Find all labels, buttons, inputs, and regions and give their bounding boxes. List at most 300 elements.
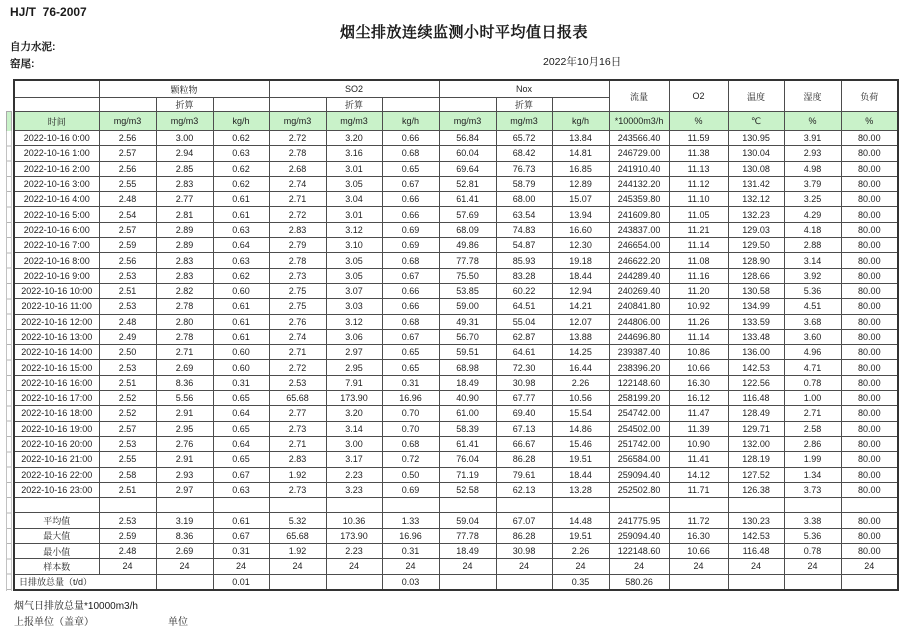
value-cell: 65.68 <box>269 391 326 406</box>
daily-total-value-cell <box>784 574 841 590</box>
summary-value-cell: 3.38 <box>784 513 841 528</box>
header-blank <box>382 98 439 112</box>
unit-pm-kg: kg/h <box>213 112 269 131</box>
value-cell: 2.72 <box>269 360 326 375</box>
value-cell: 3.12 <box>326 314 382 329</box>
value-cell: 133.48 <box>728 329 784 344</box>
value-cell: 2.53 <box>99 360 156 375</box>
value-cell: 2.52 <box>99 391 156 406</box>
value-cell: 80.00 <box>841 345 898 360</box>
daily-total-value-cell <box>841 574 898 590</box>
value-cell: 2.23 <box>326 467 382 482</box>
summary-value-cell: 173.90 <box>326 528 382 543</box>
value-cell: 80.00 <box>841 421 898 436</box>
table-row <box>14 299 898 314</box>
daily-total-value-cell <box>269 574 326 590</box>
value-cell: 80.00 <box>841 207 898 222</box>
empty-cell <box>269 498 326 513</box>
summary-value-cell: 16.96 <box>382 528 439 543</box>
value-cell: 80.00 <box>841 238 898 253</box>
table-row <box>14 131 898 146</box>
value-cell: 4.18 <box>784 222 841 237</box>
value-cell: 80.00 <box>841 146 898 161</box>
value-cell: 2.53 <box>269 375 326 390</box>
unit-pm-mg-converted: mg/m3 <box>156 112 213 131</box>
value-cell: 2.93 <box>156 467 213 482</box>
value-cell: 0.66 <box>382 299 439 314</box>
value-cell: 18.49 <box>439 375 496 390</box>
value-cell: 10.56 <box>552 391 609 406</box>
header-blank <box>14 98 99 112</box>
summary-value-cell: 122148.60 <box>609 544 669 559</box>
value-cell: 13.28 <box>552 482 609 497</box>
empty-cell <box>496 498 552 513</box>
value-cell: 3.20 <box>326 406 382 421</box>
value-cell: 59.51 <box>439 345 496 360</box>
summary-value-cell: 16.30 <box>669 528 728 543</box>
time-cell: 2022-10-16 17:00 <box>14 391 99 406</box>
value-cell: 239387.40 <box>609 345 669 360</box>
summary-value-cell: 24 <box>156 559 213 574</box>
header-time: 时间 <box>14 112 99 131</box>
header-o2: O2 <box>669 80 728 112</box>
value-cell: 68.09 <box>439 222 496 237</box>
summary-value-cell: 2.53 <box>99 513 156 528</box>
value-cell: 3.05 <box>326 268 382 283</box>
value-cell: 65.72 <box>496 131 552 146</box>
value-cell: 64.61 <box>496 345 552 360</box>
value-cell: 246729.00 <box>609 146 669 161</box>
summary-value-cell: 59.04 <box>439 513 496 528</box>
table-row <box>14 253 898 268</box>
value-cell: 3.00 <box>326 436 382 451</box>
value-cell: 2.56 <box>99 253 156 268</box>
value-cell: 5.36 <box>784 283 841 298</box>
value-cell: 11.41 <box>669 452 728 467</box>
time-cell: 2022-10-16 18:00 <box>14 406 99 421</box>
table-row <box>14 283 898 298</box>
value-cell: 2.74 <box>269 329 326 344</box>
value-cell: 80.00 <box>841 299 898 314</box>
value-cell: 0.70 <box>382 421 439 436</box>
value-cell: 126.38 <box>728 482 784 497</box>
value-cell: 122148.60 <box>609 375 669 390</box>
value-cell: 3.03 <box>326 299 382 314</box>
daily-total-value-cell <box>439 574 496 590</box>
daily-total-value-cell <box>496 574 552 590</box>
time-cell: 2022-10-16 0:00 <box>14 131 99 146</box>
table-row <box>14 467 898 482</box>
value-cell: 0.65 <box>213 452 269 467</box>
value-cell: 16.44 <box>552 360 609 375</box>
value-cell: 16.96 <box>382 391 439 406</box>
value-cell: 3.05 <box>326 176 382 191</box>
value-cell: 80.00 <box>841 314 898 329</box>
value-cell: 2.83 <box>269 452 326 467</box>
summary-value-cell: 5.32 <box>269 513 326 528</box>
table-row <box>14 375 898 390</box>
empty-cell <box>552 498 609 513</box>
value-cell: 2.77 <box>269 406 326 421</box>
value-cell: 240269.40 <box>609 283 669 298</box>
value-cell: 77.78 <box>439 253 496 268</box>
value-cell: 11.05 <box>669 207 728 222</box>
daily-total-value-cell <box>326 574 382 590</box>
value-cell: 7.91 <box>326 375 382 390</box>
empty-cell <box>99 498 156 513</box>
value-cell: 0.67 <box>213 467 269 482</box>
daily-total-value-cell <box>156 574 213 590</box>
header-blank <box>99 98 156 112</box>
summary-value-cell: 80.00 <box>841 513 898 528</box>
value-cell: 2.48 <box>99 192 156 207</box>
value-cell: 62.87 <box>496 329 552 344</box>
value-cell: 0.68 <box>382 436 439 451</box>
value-cell: 2.54 <box>99 207 156 222</box>
value-cell: 130.04 <box>728 146 784 161</box>
value-cell: 15.07 <box>552 192 609 207</box>
value-cell: 2.79 <box>269 238 326 253</box>
value-cell: 0.61 <box>213 299 269 314</box>
summary-value-cell: 2.59 <box>99 528 156 543</box>
value-cell: 243837.00 <box>609 222 669 237</box>
value-cell: 2.57 <box>99 222 156 237</box>
table-row <box>14 161 898 176</box>
summary-value-cell: 0.31 <box>382 544 439 559</box>
summary-value-cell: 241775.95 <box>609 513 669 528</box>
summary-value-cell: 30.98 <box>496 544 552 559</box>
value-cell: 128.19 <box>728 452 784 467</box>
value-cell: 0.60 <box>213 283 269 298</box>
value-cell: 80.00 <box>841 283 898 298</box>
value-cell: 0.68 <box>382 146 439 161</box>
value-cell: 2.94 <box>156 146 213 161</box>
value-cell: 10.92 <box>669 299 728 314</box>
time-cell: 2022-10-16 20:00 <box>14 436 99 451</box>
monitoring-table <box>13 79 899 591</box>
value-cell: 129.03 <box>728 222 784 237</box>
value-cell: 3.10 <box>326 238 382 253</box>
empty-cell <box>728 498 784 513</box>
time-cell: 2022-10-16 4:00 <box>14 192 99 207</box>
value-cell: 55.04 <box>496 314 552 329</box>
unit-pm-mg: mg/m3 <box>99 112 156 131</box>
value-cell: 4.51 <box>784 299 841 314</box>
value-cell: 2.71 <box>269 192 326 207</box>
value-cell: 0.64 <box>213 238 269 253</box>
unit-nox-mg: mg/m3 <box>439 112 496 131</box>
summary-value-cell: 24 <box>669 559 728 574</box>
value-cell: 2.73 <box>269 482 326 497</box>
value-cell: 15.46 <box>552 436 609 451</box>
value-cell: 14.86 <box>552 421 609 436</box>
time-cell: 2022-10-16 9:00 <box>14 268 99 283</box>
value-cell: 2.53 <box>99 299 156 314</box>
value-cell: 2.72 <box>269 131 326 146</box>
value-cell: 2.68 <box>269 161 326 176</box>
header-blank <box>213 98 269 112</box>
value-cell: 11.20 <box>669 283 728 298</box>
value-cell: 80.00 <box>841 406 898 421</box>
value-cell: 0.62 <box>213 268 269 283</box>
value-cell: 132.23 <box>728 207 784 222</box>
value-cell: 11.47 <box>669 406 728 421</box>
value-cell: 2.83 <box>269 222 326 237</box>
value-cell: 61.41 <box>439 192 496 207</box>
summary-value-cell: 65.68 <box>269 528 326 543</box>
time-cell: 2022-10-16 15:00 <box>14 360 99 375</box>
value-cell: 2.72 <box>269 207 326 222</box>
time-cell: 2022-10-16 19:00 <box>14 421 99 436</box>
unit-humidity: % <box>784 112 841 131</box>
value-cell: 0.65 <box>382 360 439 375</box>
value-cell: 240841.80 <box>609 299 669 314</box>
value-cell: 241910.40 <box>609 161 669 176</box>
value-cell: 3.68 <box>784 314 841 329</box>
value-cell: 11.10 <box>669 192 728 207</box>
value-cell: 0.64 <box>213 406 269 421</box>
value-cell: 8.36 <box>156 375 213 390</box>
value-cell: 61.00 <box>439 406 496 421</box>
daily-total-value-cell: 0.03 <box>382 574 439 590</box>
value-cell: 63.54 <box>496 207 552 222</box>
value-cell: 2.58 <box>784 421 841 436</box>
value-cell: 0.63 <box>213 222 269 237</box>
value-cell: 80.00 <box>841 222 898 237</box>
value-cell: 80.00 <box>841 176 898 191</box>
value-cell: 18.44 <box>552 268 609 283</box>
unit-nox-kg: kg/h <box>552 112 609 131</box>
value-cell: 61.41 <box>439 436 496 451</box>
table-row <box>14 238 898 253</box>
value-cell: 0.67 <box>382 176 439 191</box>
value-cell: 2.50 <box>99 345 156 360</box>
time-cell: 2022-10-16 7:00 <box>14 238 99 253</box>
value-cell: 2.71 <box>156 345 213 360</box>
value-cell: 3.79 <box>784 176 841 191</box>
value-cell: 2.97 <box>326 345 382 360</box>
header-row-units <box>14 112 898 131</box>
value-cell: 2.78 <box>269 253 326 268</box>
table-row <box>14 436 898 451</box>
summary-row <box>14 513 898 528</box>
value-cell: 11.14 <box>669 329 728 344</box>
value-cell: 3.91 <box>784 131 841 146</box>
value-cell: 86.28 <box>496 452 552 467</box>
table-row <box>14 192 898 207</box>
value-cell: 80.00 <box>841 131 898 146</box>
table-row <box>14 329 898 344</box>
value-cell: 15.54 <box>552 406 609 421</box>
value-cell: 0.61 <box>213 192 269 207</box>
value-cell: 13.94 <box>552 207 609 222</box>
value-cell: 11.26 <box>669 314 728 329</box>
value-cell: 130.08 <box>728 161 784 176</box>
summary-value-cell: 10.66 <box>669 544 728 559</box>
value-cell: 0.65 <box>213 391 269 406</box>
value-cell: 2.53 <box>99 268 156 283</box>
value-cell: 11.08 <box>669 253 728 268</box>
header-blank <box>552 98 609 112</box>
value-cell: 2.55 <box>99 452 156 467</box>
value-cell: 18.44 <box>552 467 609 482</box>
value-cell: 130.58 <box>728 283 784 298</box>
value-cell: 2.76 <box>156 436 213 451</box>
value-cell: 122.56 <box>728 375 784 390</box>
header-row-groups <box>14 80 898 98</box>
summary-value-cell: 10.36 <box>326 513 382 528</box>
value-cell: 3.14 <box>784 253 841 268</box>
table-row <box>14 452 898 467</box>
time-cell: 2022-10-16 22:00 <box>14 467 99 482</box>
time-cell: 2022-10-16 2:00 <box>14 161 99 176</box>
value-cell: 127.52 <box>728 467 784 482</box>
value-cell: 2.59 <box>99 238 156 253</box>
value-cell: 0.66 <box>382 207 439 222</box>
summary-value-cell: 8.36 <box>156 528 213 543</box>
value-cell: 2.95 <box>326 360 382 375</box>
header-humidity: 湿度 <box>784 80 841 112</box>
value-cell: 2.93 <box>784 146 841 161</box>
summary-value-cell: 24 <box>609 559 669 574</box>
value-cell: 59.00 <box>439 299 496 314</box>
table-row <box>14 176 898 191</box>
value-cell: 11.12 <box>669 176 728 191</box>
header-flow: 流量 <box>609 80 669 112</box>
value-cell: 54.87 <box>496 238 552 253</box>
empty-cell <box>609 498 669 513</box>
value-cell: 258199.20 <box>609 391 669 406</box>
value-cell: 259094.40 <box>609 467 669 482</box>
empty-cell <box>213 498 269 513</box>
summary-value-cell: 2.69 <box>156 544 213 559</box>
value-cell: 16.30 <box>669 375 728 390</box>
header-blank <box>269 98 326 112</box>
value-cell: 80.00 <box>841 360 898 375</box>
value-cell: 0.70 <box>382 406 439 421</box>
summary-value-cell: 3.19 <box>156 513 213 528</box>
standard-code: HJ/T 76-2007 <box>10 5 87 19</box>
value-cell: 0.63 <box>213 482 269 497</box>
value-cell: 3.16 <box>326 146 382 161</box>
value-cell: 2.80 <box>156 314 213 329</box>
value-cell: 130.95 <box>728 131 784 146</box>
value-cell: 71.19 <box>439 467 496 482</box>
value-cell: 60.04 <box>439 146 496 161</box>
value-cell: 251742.00 <box>609 436 669 451</box>
value-cell: 2.48 <box>99 314 156 329</box>
value-cell: 52.81 <box>439 176 496 191</box>
time-cell: 2022-10-16 13:00 <box>14 329 99 344</box>
value-cell: 2.77 <box>156 192 213 207</box>
empty-cell <box>439 498 496 513</box>
value-cell: 2.97 <box>156 482 213 497</box>
table-row <box>14 421 898 436</box>
summary-value-cell: 24 <box>269 559 326 574</box>
table-row <box>14 207 898 222</box>
summary-value-cell: 259094.40 <box>609 528 669 543</box>
time-cell: 2022-10-16 23:00 <box>14 482 99 497</box>
value-cell: 129.50 <box>728 238 784 253</box>
table-row <box>14 360 898 375</box>
summary-value-cell: 2.48 <box>99 544 156 559</box>
value-cell: 128.66 <box>728 268 784 283</box>
value-cell: 76.04 <box>439 452 496 467</box>
table-row <box>14 268 898 283</box>
report-date: 2022年10月16日 <box>543 56 622 68</box>
value-cell: 0.65 <box>213 421 269 436</box>
value-cell: 83.28 <box>496 268 552 283</box>
page-title: 烟尘排放连续监测小时平均值日报表 <box>340 24 589 41</box>
value-cell: 2.75 <box>269 283 326 298</box>
value-cell: 56.84 <box>439 131 496 146</box>
value-cell: 2.83 <box>156 268 213 283</box>
value-cell: 68.42 <box>496 146 552 161</box>
value-cell: 246654.00 <box>609 238 669 253</box>
summary-label-cell: 平均值 <box>14 513 99 528</box>
unit-nox-mg-converted: mg/m3 <box>496 112 552 131</box>
value-cell: 80.00 <box>841 391 898 406</box>
value-cell: 0.62 <box>213 161 269 176</box>
value-cell: 68.00 <box>496 192 552 207</box>
value-cell: 0.68 <box>382 253 439 268</box>
value-cell: 0.72 <box>382 452 439 467</box>
value-cell: 0.69 <box>382 482 439 497</box>
value-cell: 0.61 <box>213 207 269 222</box>
value-cell: 67.13 <box>496 421 552 436</box>
value-cell: 2.51 <box>99 482 156 497</box>
table-row <box>14 406 898 421</box>
value-cell: 131.42 <box>728 176 784 191</box>
value-cell: 2.57 <box>99 421 156 436</box>
value-cell: 2.58 <box>99 467 156 482</box>
value-cell: 2.89 <box>156 238 213 253</box>
reporting-unit-label: 上报单位（盖章） <box>14 617 94 628</box>
value-cell: 16.12 <box>669 391 728 406</box>
value-cell: 10.86 <box>669 345 728 360</box>
value-cell: 62.13 <box>496 482 552 497</box>
header-group-nox: Nox <box>439 80 609 98</box>
time-cell: 2022-10-16 1:00 <box>14 146 99 161</box>
value-cell: 0.60 <box>213 360 269 375</box>
left-edge-sliver-header <box>6 111 12 133</box>
summary-value-cell: 2.23 <box>326 544 382 559</box>
value-cell: 0.66 <box>382 283 439 298</box>
value-cell: 0.64 <box>213 436 269 451</box>
value-cell: 0.31 <box>213 375 269 390</box>
header-group-so2: SO2 <box>269 80 439 98</box>
summary-row <box>14 528 898 543</box>
value-cell: 2.51 <box>99 375 156 390</box>
value-cell: 68.98 <box>439 360 496 375</box>
summary-value-cell: 80.00 <box>841 544 898 559</box>
value-cell: 4.98 <box>784 161 841 176</box>
header-group-pm: 颗粒物 <box>99 80 269 98</box>
value-cell: 11.14 <box>669 238 728 253</box>
value-cell: 136.00 <box>728 345 784 360</box>
value-cell: 2.82 <box>156 283 213 298</box>
header-blank <box>439 98 496 112</box>
time-cell: 2022-10-16 6:00 <box>14 222 99 237</box>
value-cell: 1.92 <box>269 467 326 482</box>
summary-value-cell: 24 <box>382 559 439 574</box>
value-cell: 80.00 <box>841 161 898 176</box>
value-cell: 0.60 <box>213 345 269 360</box>
value-cell: 16.85 <box>552 161 609 176</box>
daily-total-value-cell: 0.35 <box>552 574 609 590</box>
time-cell: 2022-10-16 16:00 <box>14 375 99 390</box>
value-cell: 3.60 <box>784 329 841 344</box>
